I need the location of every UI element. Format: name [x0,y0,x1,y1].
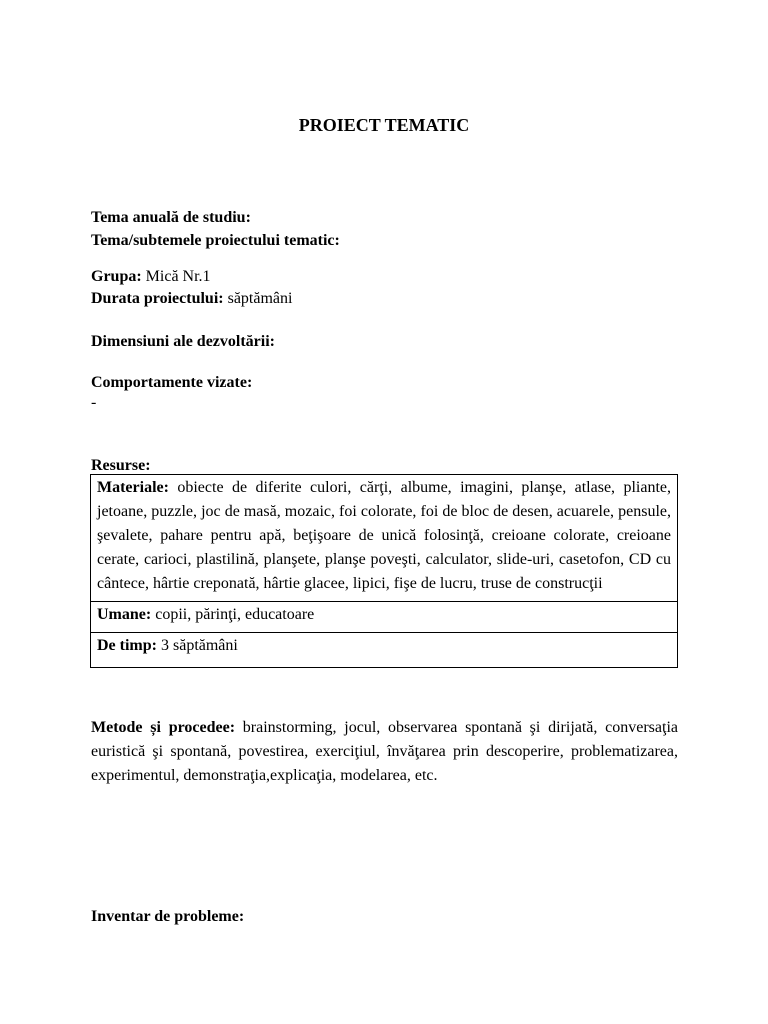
durata-line [91,287,292,310]
inventar-label: Inventar de probleme: [91,908,245,925]
timp-value: 3 săptămâni [156,637,238,654]
grupa-line [91,265,211,288]
table-row [91,475,678,602]
durata-value: săptămâni [223,290,293,307]
umane-label: Umane: [97,606,152,623]
table-row [91,633,678,668]
materiale-value: obiecte de diferite culori, cărţi, albume, imagini, planşe, atlase, pliante, jetoane, puzzle, joc de masă, mozaic, foi colorate, foi de bloc de desen, acuarele, pensule, şevalete, pahare pentru apă, beţişoare de unică folosinţă, creioane colorate, creioane cerate, carioci, plastilină, planşete, planşe poveşti, calculator, slide-uri, casetofon, CD cu cântece, hârtie creponată, hârtie glacee, lipici, fişe de lucru, truse de construcţii [97,479,671,592]
comportamente-label: Comportamente vizate: [91,374,253,391]
dimensiuni-label: Dimensiuni ale dezvoltării: [91,333,275,350]
durata-label: Durata proiectului: [91,290,224,307]
comportamente-value: - [91,394,97,411]
metode-value: brainstorming, jocul, observarea spontană şi dirijată, conversaţia euristică şi spontană, povestirea, exerciţiul, învăţarea prin descoperire, problematizarea, experimentul, demonstraţia,explicaţia, modelarea, etc. [91,719,679,784]
metode-paragraph [91,716,678,788]
grupa-label: Grupa: [91,268,142,285]
umane-value: copii, părinţi, educatoare [151,606,315,623]
timp-label: De timp: [97,637,157,654]
metode-label: Metode și procedee: [91,719,236,736]
tema-subteme-label: Tema/subtemele proiectului tematic: [91,232,340,249]
materiale-cell [91,475,678,602]
umane-cell [91,602,678,633]
timp-cell [91,633,678,668]
page-title: PROIECT TEMATIC [298,115,470,135]
resurse-table [90,474,678,668]
table-row [91,602,678,633]
materiale-label: Materiale: [97,479,169,496]
tema-anuala-label: Tema anuală de studiu: [91,209,251,226]
resurse-label: Resurse: [91,457,151,474]
grupa-value: Mică Nr.1 [141,268,211,285]
